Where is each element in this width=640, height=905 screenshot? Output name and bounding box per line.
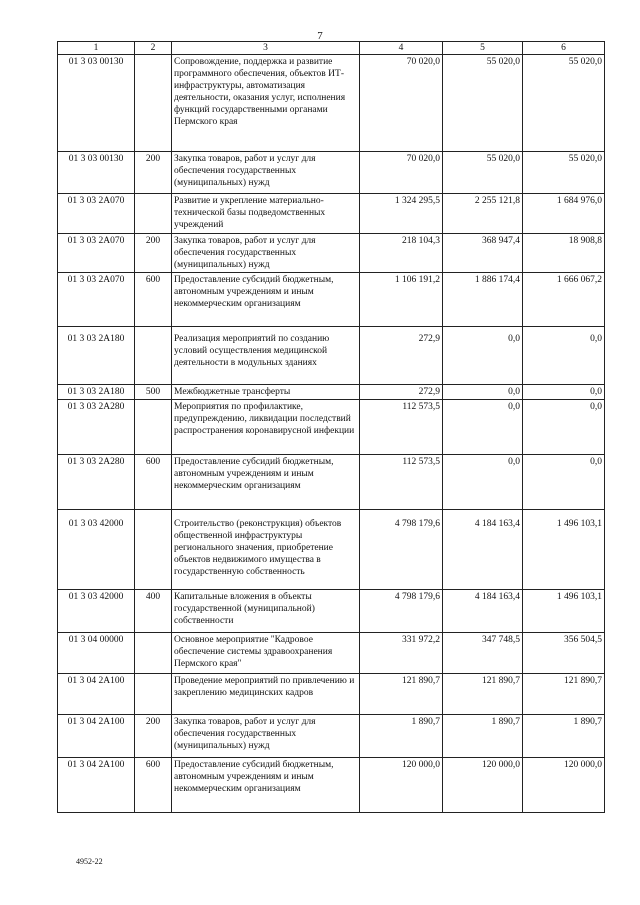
- page-number: 7: [317, 30, 323, 42]
- row-value-col5: 4 184 163,4: [443, 590, 523, 633]
- table-row: [58, 715, 605, 758]
- row-value-col6: 0,0: [523, 327, 605, 385]
- table-row: [58, 455, 605, 510]
- table-row: [58, 674, 605, 715]
- row-expense-type: [135, 633, 172, 674]
- row-name: Закупка товаров, работ и услуг для обеспечения государственных (муниципальных) нужд: [172, 152, 360, 194]
- header-col-5: 5: [443, 42, 523, 55]
- row-name: Проведение мероприятий по привлечению и закреплению медицинских кадров: [172, 674, 360, 715]
- row-code: 01 3 03 2А070: [58, 194, 135, 234]
- row-value-col5: 0,0: [443, 385, 523, 400]
- row-value-col6: 356 504,5: [523, 633, 605, 674]
- table-row: [58, 55, 605, 152]
- row-value-col6: 0,0: [523, 400, 605, 455]
- row-code: 01 3 04 00000: [58, 633, 135, 674]
- row-value-col5: 55 020,0: [443, 152, 523, 194]
- row-value-col4: 1 324 295,5: [360, 194, 443, 234]
- table-row: [58, 590, 605, 633]
- table-row: [58, 152, 605, 194]
- row-value-col6: 18 908,8: [523, 234, 605, 273]
- row-code: 01 3 04 2А100: [58, 758, 135, 813]
- row-expense-type: 200: [135, 152, 172, 194]
- row-name: Межбюджетные трансферты: [172, 385, 360, 400]
- row-value-col5: 0,0: [443, 400, 523, 455]
- row-value-col6: 1 666 067,2: [523, 273, 605, 327]
- table-row: [58, 633, 605, 674]
- table-row: [58, 758, 605, 813]
- row-name: Предоставление субсидий бюджетным, автономным учреждениям и иным некоммерческим организациям: [172, 455, 360, 510]
- row-code: 01 3 04 2А100: [58, 715, 135, 758]
- row-code: 01 3 03 2А280: [58, 455, 135, 510]
- row-expense-type: 600: [135, 758, 172, 813]
- row-expense-type: [135, 327, 172, 385]
- row-value-col5: 1 886 174,4: [443, 273, 523, 327]
- row-code: 01 3 03 2А180: [58, 385, 135, 400]
- row-code: 01 3 03 2А280: [58, 400, 135, 455]
- header-col-2: 2: [135, 42, 172, 55]
- row-name: Развитие и укрепление материально-технической базы подведомственных учреждений: [172, 194, 360, 234]
- row-expense-type: [135, 510, 172, 590]
- row-value-col4: 272,9: [360, 327, 443, 385]
- row-name: Капитальные вложения в объекты государственной (муниципальной) собственности: [172, 590, 360, 633]
- row-value-col4: 121 890,7: [360, 674, 443, 715]
- row-value-col5: 0,0: [443, 327, 523, 385]
- row-expense-type: [135, 400, 172, 455]
- row-value-col4: 70 020,0: [360, 152, 443, 194]
- row-value-col5: 368 947,4: [443, 234, 523, 273]
- row-value-col6: 1 496 103,1: [523, 590, 605, 633]
- row-value-col6: 120 000,0: [523, 758, 605, 813]
- row-value-col6: 0,0: [523, 385, 605, 400]
- header-col-3: 3: [172, 42, 360, 55]
- document-code: 4952-22: [76, 857, 103, 866]
- row-value-col4: 218 104,3: [360, 234, 443, 273]
- header-col-1: 1: [58, 42, 135, 55]
- row-expense-type: 200: [135, 715, 172, 758]
- table-row: [58, 385, 605, 400]
- row-name: Предоставление субсидий бюджетным, автономным учреждениям и иным некоммерческим организациям: [172, 758, 360, 813]
- row-expense-type: 500: [135, 385, 172, 400]
- row-value-col4: 112 573,5: [360, 400, 443, 455]
- row-value-col4: 331 972,2: [360, 633, 443, 674]
- row-expense-type: [135, 674, 172, 715]
- row-value-col4: 120 000,0: [360, 758, 443, 813]
- row-name: Мероприятия по профилактике, предупреждению, ликвидации последствий распространения коронавирусной инфекции: [172, 400, 360, 455]
- table-row: [58, 273, 605, 327]
- row-expense-type: 200: [135, 234, 172, 273]
- row-expense-type: [135, 194, 172, 234]
- row-name: Предоставление субсидий бюджетным, автономным учреждениям и иным некоммерческим организациям: [172, 273, 360, 327]
- row-value-col5: 1 890,7: [443, 715, 523, 758]
- budget-table: [57, 41, 605, 813]
- row-value-col4: 4 798 179,6: [360, 590, 443, 633]
- row-name: Основное мероприятие "Кадровое обеспечение системы здравоохранения Пермского края": [172, 633, 360, 674]
- row-value-col4: 272,9: [360, 385, 443, 400]
- row-value-col5: 4 184 163,4: [443, 510, 523, 590]
- row-name: Закупка товаров, работ и услуг для обеспечения государственных (муниципальных) нужд: [172, 234, 360, 273]
- row-name: Реализация мероприятий по созданию условий осуществления медицинской деятельности в модульных зданиях: [172, 327, 360, 385]
- row-value-col5: 2 255 121,8: [443, 194, 523, 234]
- row-value-col4: 112 573,5: [360, 455, 443, 510]
- row-expense-type: [135, 55, 172, 152]
- row-expense-type: 600: [135, 455, 172, 510]
- row-code: 01 3 03 2А070: [58, 273, 135, 327]
- row-code: 01 3 03 42000: [58, 590, 135, 633]
- row-value-col5: 347 748,5: [443, 633, 523, 674]
- table-row: [58, 400, 605, 455]
- row-value-col5: 55 020,0: [443, 55, 523, 152]
- row-code: 01 3 03 00130: [58, 55, 135, 152]
- row-value-col4: 1 890,7: [360, 715, 443, 758]
- header-col-6: 6: [523, 42, 605, 55]
- row-value-col6: 1 496 103,1: [523, 510, 605, 590]
- table-row: [58, 510, 605, 590]
- row-code: 01 3 03 2А180: [58, 327, 135, 385]
- row-name: Строительство (реконструкция) объектов общественной инфраструктуры регионального значения, приобретение объектов недвижимого имущества в государственную собственность: [172, 510, 360, 590]
- header-row: [58, 42, 605, 55]
- row-code: 01 3 03 2А070: [58, 234, 135, 273]
- header-col-4: 4: [360, 42, 443, 55]
- row-expense-type: 400: [135, 590, 172, 633]
- row-value-col5: 121 890,7: [443, 674, 523, 715]
- row-value-col5: 0,0: [443, 455, 523, 510]
- row-expense-type: 600: [135, 273, 172, 327]
- row-code: 01 3 03 42000: [58, 510, 135, 590]
- row-code: 01 3 04 2А100: [58, 674, 135, 715]
- row-value-col6: 1 684 976,0: [523, 194, 605, 234]
- row-name: Закупка товаров, работ и услуг для обеспечения государственных (муниципальных) нужд: [172, 715, 360, 758]
- row-name: Сопровождение, поддержка и развитие программного обеспечения, объектов ИТ-инфраструктуры, автоматизация деятельности, оказания услуг, исполнения функций государственными органами Пермского края: [172, 55, 360, 152]
- row-value-col6: 121 890,7: [523, 674, 605, 715]
- row-value-col4: 1 106 191,2: [360, 273, 443, 327]
- table-row: [58, 234, 605, 273]
- row-value-col4: 70 020,0: [360, 55, 443, 152]
- row-value-col6: 55 020,0: [523, 55, 605, 152]
- row-value-col4: 4 798 179,6: [360, 510, 443, 590]
- row-value-col6: 0,0: [523, 455, 605, 510]
- table-row: [58, 194, 605, 234]
- table-row: [58, 327, 605, 385]
- row-value-col6: 55 020,0: [523, 152, 605, 194]
- row-value-col5: 120 000,0: [443, 758, 523, 813]
- row-value-col6: 1 890,7: [523, 715, 605, 758]
- row-code: 01 3 03 00130: [58, 152, 135, 194]
